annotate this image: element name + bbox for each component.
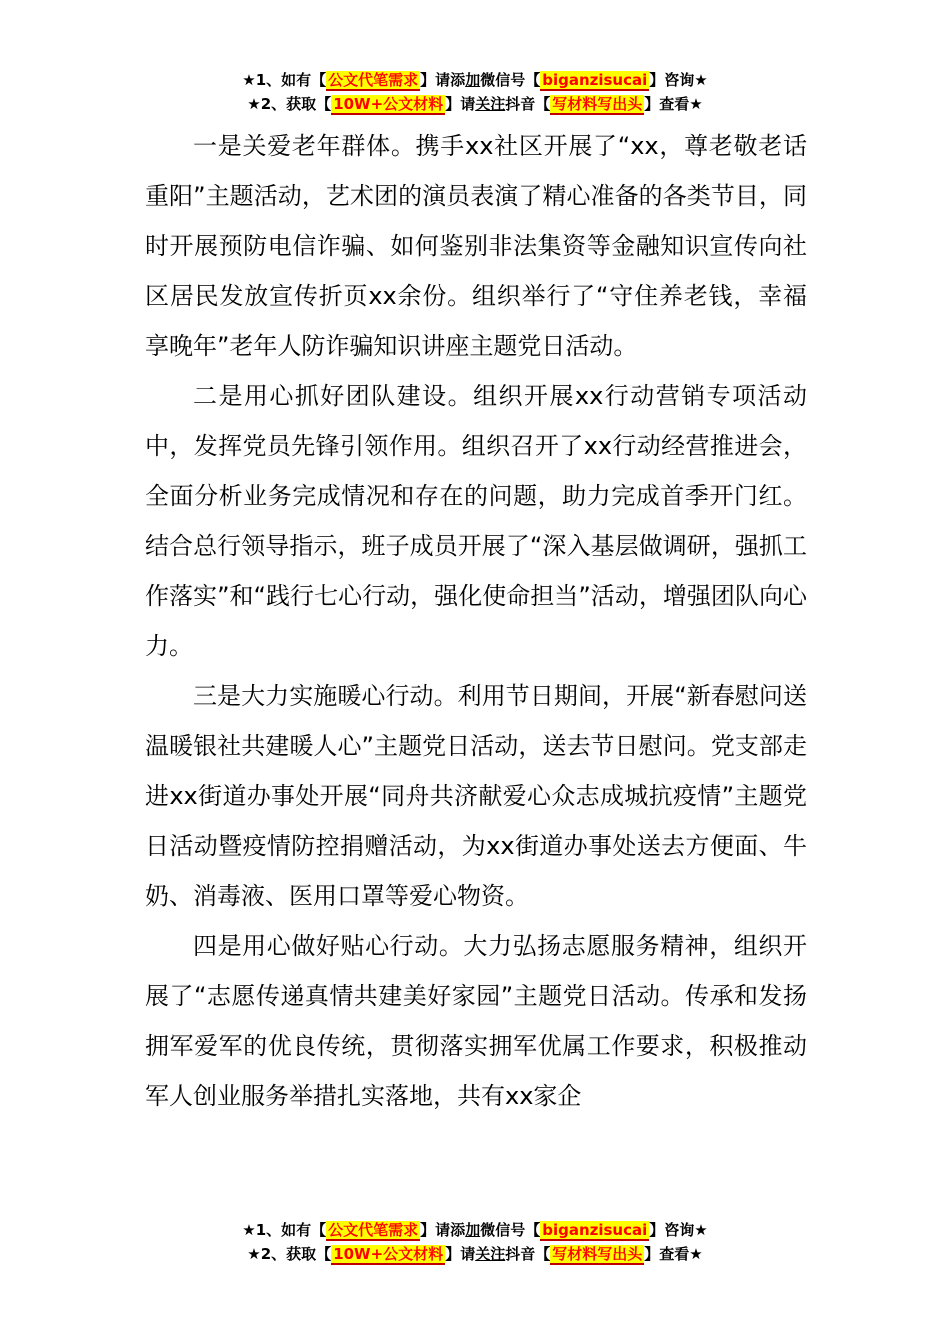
highlight-ghostwriting: 公文代笔需求: [328, 1221, 419, 1239]
banner-underlined: 关注: [475, 1245, 506, 1263]
banner-line-2: [0, 1242, 950, 1266]
banner-text: 微信号【: [480, 71, 541, 89]
banner-text: ★2、获取【: [247, 95, 332, 113]
banner-underlined: 加: [465, 1221, 481, 1239]
header-banner: [0, 68, 950, 116]
highlight-douyin: 写材料写出头: [552, 1245, 643, 1263]
highlight-materials: 10W+公文材料: [333, 1245, 444, 1263]
banner-text: 】查看★: [644, 1245, 703, 1263]
paragraph-team-building: 二是用心抓好团队建设。组织开展xx行动营销专项活动中，发挥党员先锋引领作用。组织召开了xx行动经营推进会，全面分析业务完成情况和存在的问题，助力完成首季开门红。结合总行领导指示，班子成员开展了“深入基层做调研，强抓工作落实”和“践行七心行动，强化使命担当”活动，增强团队向心力。: [145, 382, 807, 660]
highlight-ghostwriting: 公文代笔需求: [328, 71, 419, 89]
banner-line-1: [0, 1218, 950, 1242]
highlight-materials: 10W+公文材料: [333, 95, 444, 113]
banner-text: ★2、获取【: [247, 1245, 332, 1263]
document-body: [145, 121, 807, 1121]
banner-text: 抖音【: [505, 95, 551, 113]
paragraph-caring-action: 四是用心做好贴心行动。大力弘扬志愿服务精神，组织开展了“志愿传递真情共建美好家园”主题党日活动。传承和发扬拥军爱军的优良传统，贯彻落实拥军优属工作要求，积极推动军人创业服务举措扎实落地，共有xx家企: [145, 932, 807, 1110]
highlight-wechat-id: biganzisucai: [542, 1221, 648, 1239]
banner-text: 】请添: [420, 71, 466, 89]
banner-text: 】咨询★: [649, 71, 708, 89]
paragraph-elderly-care: 一是关爱老年群体。携手xx社区开展了“xx，尊老敬老话重阳”主题活动，艺术团的演员表演了精心准备的各类节目，同时开展预防电信诈骗、如何鉴别非法集资等金融知识宣传向社区居民发放宣传折页xx余份。组织举行了“守住养老钱，幸福享晚年”老年人防诈骗知识讲座主题党日活动。: [145, 132, 807, 360]
banner-underlined: 关注: [475, 95, 506, 113]
banner-text: 】请: [445, 1245, 476, 1263]
banner-text: 】查看★: [644, 95, 703, 113]
banner-text: ★1、如有【: [242, 71, 327, 89]
banner-text: 】咨询★: [649, 1221, 708, 1239]
footer-banner: [0, 1218, 950, 1266]
banner-line-1: [0, 68, 950, 92]
banner-underlined: 加: [465, 71, 481, 89]
banner-text: 抖音【: [505, 1245, 551, 1263]
banner-text: 微信号【: [480, 1221, 541, 1239]
highlight-douyin: 写材料写出头: [552, 95, 643, 113]
banner-line-2: [0, 92, 950, 116]
banner-text: 】请添: [420, 1221, 466, 1239]
banner-text: 】请: [445, 95, 476, 113]
paragraph-warm-heart-action: 三是大力实施暖心行动。利用节日期间，开展“新春慰问送温暖银社共建暖人心”主题党日活动，送去节日慰问。党支部走进xx街道办事处开展“同舟共济献爱心众志成城抗疫情”主题党日活动暨疫情防控捐赠活动，为xx街道办事处送去方便面、牛奶、消毒液、医用口罩等爱心物资。: [145, 682, 807, 910]
banner-text: ★1、如有【: [242, 1221, 327, 1239]
highlight-wechat-id: biganzisucai: [542, 71, 648, 89]
